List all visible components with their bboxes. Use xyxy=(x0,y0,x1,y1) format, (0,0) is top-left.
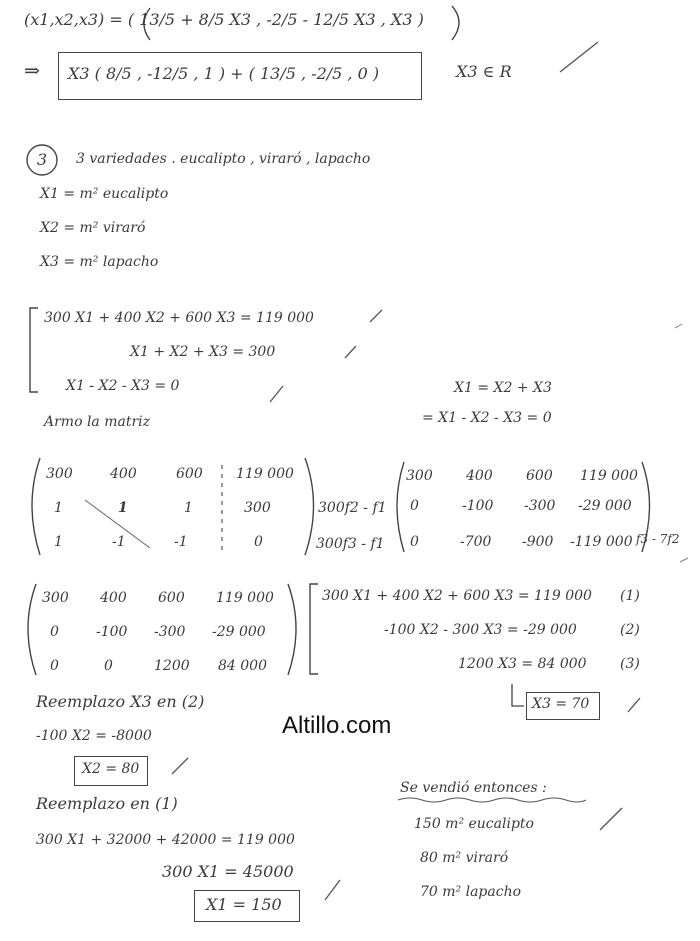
system-eq-1: 300 X1 + 400 X2 + 600 X3 = 119 000 xyxy=(44,310,314,326)
matrix-cell: 0 xyxy=(50,624,59,640)
matrix-cell: 0 xyxy=(410,498,419,514)
matrix-cell: 300 xyxy=(42,590,69,606)
conclusion-title: Se vendió entonces : xyxy=(400,780,547,796)
matrix-cell: -700 xyxy=(460,534,492,550)
problem-number: 3 xyxy=(37,150,48,169)
matrix-cell: -900 xyxy=(522,534,554,550)
matrix-cell: -100 xyxy=(462,498,494,514)
row-op-f2: 300f2 - f1 xyxy=(318,500,387,516)
matrix-cell: 1 xyxy=(184,500,193,516)
matrix-cell: 600 xyxy=(526,468,553,484)
conclusion-item: 70 m² lapacho xyxy=(420,884,522,900)
x1-result: X1 = 150 xyxy=(206,895,282,914)
matrix-cell: 400 xyxy=(100,590,127,606)
eq-x1-a: 300 X1 + 32000 + 42000 = 119 000 xyxy=(36,832,295,848)
matrix-cell: 300 xyxy=(406,468,433,484)
matrix-cell: 0 xyxy=(254,534,263,550)
row-op-f3-f2: f3 - 7f2 xyxy=(636,532,680,546)
conclusion-item: 80 m² viraró xyxy=(420,850,509,866)
side-note-2: = X1 - X2 - X3 = 0 xyxy=(422,410,552,426)
matrix-cell: 400 xyxy=(466,468,493,484)
reemplazo-x3-label: Reemplazo X3 en (2) xyxy=(36,692,205,711)
matrix-cell: -300 xyxy=(154,624,186,640)
tri-tag-3: (3) xyxy=(620,656,640,672)
problem-title: 3 variedades . eucalipto , viraró , lapacho xyxy=(76,151,371,167)
side-note-1: X1 = X2 + X3 xyxy=(454,380,552,396)
matrix-cell: 1 xyxy=(54,534,63,550)
matrix-cell: 84 000 xyxy=(218,658,267,674)
row-op-f3: 300f3 - f1 xyxy=(316,536,385,552)
definition-x1: X1 = m² eucalipto xyxy=(40,186,169,202)
matrix-cell: 300 xyxy=(244,500,271,516)
matrix-cell: -1 xyxy=(174,534,188,550)
x3-result: X3 = 70 xyxy=(532,696,590,712)
matrix-cell: -100 xyxy=(96,624,128,640)
armo-matriz-label: Armo la matriz xyxy=(44,414,151,430)
tuple-equation: (x1,x2,x3) = ( 13/5 + 8/5 X3 , -2/5 - 12/5 X3 , X3 ) xyxy=(24,10,424,29)
matrix-cell: 1 xyxy=(118,500,128,516)
definition-x2: X2 = m² viraró xyxy=(40,220,146,236)
matrix-cell: -29 000 xyxy=(578,498,632,514)
tri-eq-3: 1200 X3 = 84 000 xyxy=(458,656,587,672)
x2-result: X2 = 80 xyxy=(82,761,140,777)
param-solution: X3 ( 8/5 , -12/5 , 1 ) + ( 13/5 , -2/5 , 0 ) xyxy=(68,64,380,83)
conclusion-item: 150 m² eucalipto xyxy=(414,816,534,832)
matrix-cell: -1 xyxy=(112,534,126,550)
matrix-cell: 119 000 xyxy=(216,590,274,606)
eq-x1-b: 300 X1 = 45000 xyxy=(162,862,294,881)
implies-arrow: ⇒ xyxy=(24,60,40,82)
system-eq-3: X1 - X2 - X3 = 0 xyxy=(66,378,180,394)
matrix-cell: 0 xyxy=(104,658,113,674)
matrix-cell: 600 xyxy=(158,590,185,606)
matrix-cell: -300 xyxy=(524,498,556,514)
tri-tag-1: (1) xyxy=(620,588,640,604)
watermark: Altillo.com xyxy=(282,712,392,739)
matrix-cell: 300 xyxy=(46,466,73,482)
matrix-cell: 119 000 xyxy=(580,468,638,484)
system-eq-2: X1 + X2 + X3 = 300 xyxy=(130,344,276,360)
matrix-cell: 119 000 xyxy=(236,466,294,482)
tri-eq-2: -100 X2 - 300 X3 = -29 000 xyxy=(384,622,577,638)
reemplazo-1-label: Reemplazo en (1) xyxy=(36,794,178,813)
matrix-cell: -29 000 xyxy=(212,624,266,640)
matrix-cell: -119 000 xyxy=(570,534,633,550)
matrix-cell: 0 xyxy=(410,534,419,550)
tri-tag-2: (2) xyxy=(620,622,640,638)
matrix-cell: 1200 xyxy=(154,658,190,674)
definition-x3: X3 = m² lapacho xyxy=(40,254,159,270)
matrix-cell: 400 xyxy=(110,466,137,482)
tri-eq-1: 300 X1 + 400 X2 + 600 X3 = 119 000 xyxy=(322,588,592,604)
eq-x2: -100 X2 = -8000 xyxy=(36,728,152,744)
matrix-cell: 600 xyxy=(176,466,203,482)
domain-statement: X3 ∈ R xyxy=(456,62,512,81)
matrix-cell: 1 xyxy=(54,500,63,516)
matrix-cell: 0 xyxy=(50,658,59,674)
